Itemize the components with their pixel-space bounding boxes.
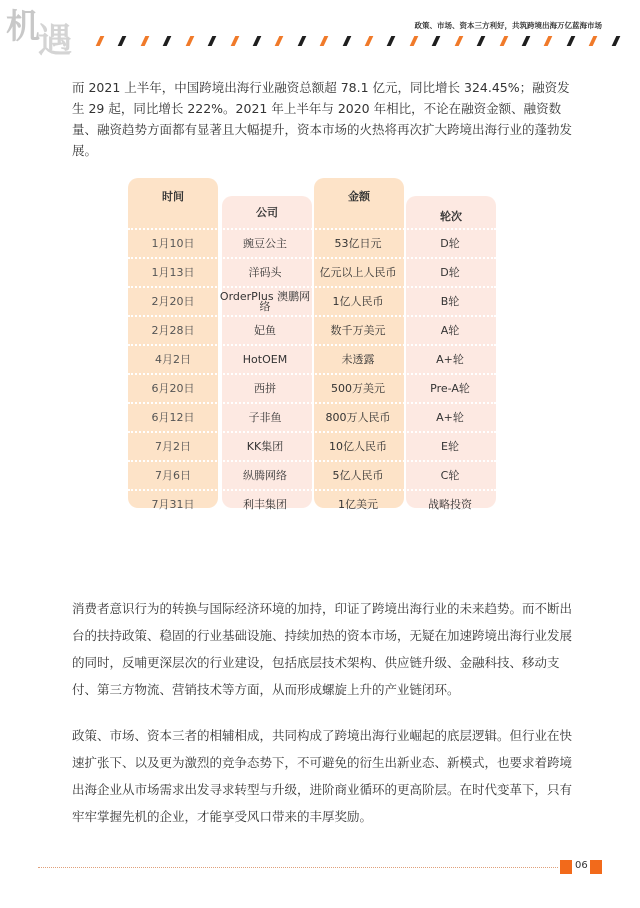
cell-amount: 53亿日元	[334, 236, 382, 250]
cell-company: 利丰集团	[243, 497, 287, 511]
footer-dotted-line	[38, 867, 558, 868]
footer-square-left	[560, 860, 572, 874]
table-row	[128, 315, 496, 344]
page-number: 06	[575, 860, 588, 871]
cell-round: B轮	[440, 294, 460, 308]
slash-mark	[432, 36, 441, 46]
cell-company: 纵腾网络	[243, 468, 287, 482]
table-row	[128, 373, 496, 402]
table-row	[128, 489, 496, 518]
cell-company: 洋码头	[248, 265, 282, 279]
table-row	[128, 460, 496, 489]
footer-square-right	[590, 860, 602, 874]
cell-company: HotOEM	[242, 352, 288, 366]
cell-company: 妃鱼	[254, 323, 276, 337]
cell-amount: 1亿人民币	[332, 294, 384, 308]
slash-mark	[522, 36, 531, 46]
cell-round: C轮	[440, 468, 460, 482]
cell-amount: 1亿美元	[338, 497, 378, 511]
slash-mark	[253, 36, 262, 46]
cell-date: 7月6日	[155, 468, 191, 482]
slash-mark	[387, 36, 396, 46]
slash-mark	[163, 36, 172, 46]
cell-date: 6月20日	[151, 381, 195, 395]
slash-mark	[342, 36, 351, 46]
cell-company: 子非鱼	[248, 410, 282, 424]
cell-date: 7月2日	[155, 439, 191, 453]
cell-round: A+轮	[436, 352, 464, 366]
logo	[6, 7, 70, 61]
slash-mark	[320, 36, 329, 46]
slash-mark	[477, 36, 486, 46]
cell-amount: 亿元以上人民币	[319, 265, 397, 279]
table-row	[128, 431, 496, 460]
slash-mark	[611, 36, 620, 46]
logo-char-1: 机	[6, 7, 38, 47]
paragraph-industry-trend: 消费者意识行为的转换与国际经济环境的加持，印证了跨境出海行业的未来趋势。而不断出台的扶持政策、稳固的行业基础设施、持续加热的资本市场，无疑在加速跨境出海行业发展的同时，反哺更深层次的行业建设，包括底层技术架构、供应链升级、金融科技、移动支付、第三方物流、营销技术等方面，从而形成螺旋上升的产业链闭环。	[72, 601, 573, 697]
slash-mark	[185, 36, 194, 46]
slash-mark	[589, 36, 598, 46]
cell-amount: 未透露	[341, 352, 375, 366]
paragraph-financing-summary: 而 2021 上半年，中国跨境出海行业融资总额超 78.1 亿元，同比增长 324.45%；融资发生 29 起，同比增长 222%。2021 年上半年与 2020 年相比，不论在融资金额、融资数量、融资趋势方面都有显著且大幅提升，资本市场的火热将再次扩大跨境出海行业的蓬勃发展。	[72, 80, 573, 158]
cell-amount: 5亿人民币	[332, 468, 384, 482]
slash-mark	[454, 36, 463, 46]
decorative-slash-divider	[98, 36, 618, 48]
cell-round: E轮	[441, 439, 459, 453]
cell-company: 西拼	[254, 381, 276, 395]
cell-amount: 10亿人民币	[329, 439, 387, 453]
table-row	[128, 286, 496, 315]
cell-round: 战略投资	[428, 497, 472, 511]
cell-date: 1月13日	[151, 265, 195, 279]
table-row	[128, 402, 496, 431]
logo-char-2: 遇	[38, 21, 70, 61]
cell-date: 1月10日	[151, 236, 195, 250]
header-round: 轮次	[440, 210, 462, 223]
table-row	[128, 257, 496, 286]
slash-mark	[141, 36, 150, 46]
cell-round: D轮	[440, 236, 460, 250]
cell-amount: 800万人民币	[325, 410, 391, 424]
cell-company: 豌豆公主	[243, 236, 287, 250]
slash-mark	[297, 36, 306, 46]
cell-date: 2月28日	[151, 323, 195, 337]
cell-round: Pre-A轮	[430, 381, 470, 395]
header-amount: 金额	[348, 190, 370, 203]
slash-mark	[544, 36, 553, 46]
table-row	[128, 228, 496, 257]
slash-mark	[410, 36, 419, 46]
cell-round: A+轮	[436, 410, 464, 424]
cell-company: KK集团	[246, 439, 284, 453]
cell-round: A轮	[440, 323, 460, 337]
financing-table	[128, 178, 496, 511]
cell-amount: 500万美元	[331, 381, 385, 395]
slash-mark	[499, 36, 508, 46]
cell-amount: 数千万美元	[330, 323, 386, 337]
slash-mark	[96, 36, 105, 46]
header-company: 公司	[256, 206, 278, 219]
header-time: 时间	[162, 190, 184, 203]
cell-date: 4月2日	[155, 352, 191, 366]
cell-date: 6月12日	[151, 410, 195, 424]
cell-date: 7月31日	[151, 497, 195, 511]
slash-mark	[230, 36, 239, 46]
cell-date: 2月20日	[151, 294, 195, 308]
header-title: 政策、市场、资本三方利好，共筑跨境出海万亿蓝海市场	[414, 21, 602, 30]
slash-mark	[208, 36, 217, 46]
slash-mark	[567, 36, 576, 46]
slash-mark	[275, 36, 284, 46]
cell-company: OrderPlus 澳鹏网络	[219, 289, 311, 313]
table-row	[128, 344, 496, 373]
table-body	[128, 228, 496, 518]
cell-round: D轮	[440, 265, 460, 279]
slash-mark	[365, 36, 374, 46]
slash-mark	[118, 36, 127, 46]
paragraph-underlying-logic: 政策、市场、资本三者的相辅相成，共同构成了跨境出海行业崛起的底层逻辑。但行业在快速扩张下、以及更为激烈的竞争态势下，不可避免的衍生出新业态、新模式，也要求着跨境出海企业从市场需求出发寻求转型与升级，进阶商业循环的更高阶层。在时代变革下，只有牢牢掌握先机的企业，才能享受风口带来的丰厚奖励。	[72, 728, 573, 824]
